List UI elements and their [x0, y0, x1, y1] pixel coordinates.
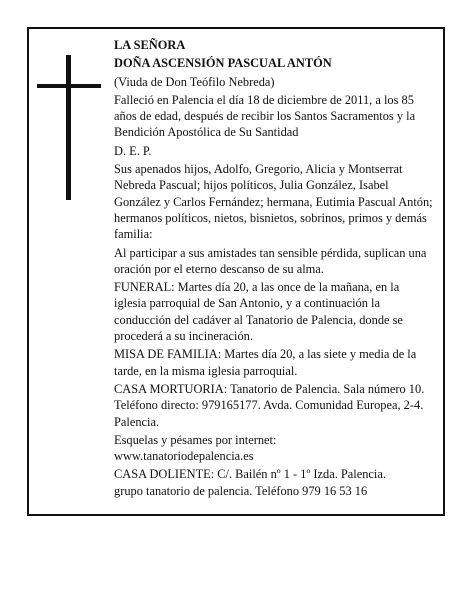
funeral-home-line: grupo tanatorio de palencia. Teléfono 979 16 53 16 [114, 483, 368, 498]
website-link[interactable]: www.tanatoriodepalencia.es [114, 449, 254, 464]
family-paragraph: Sus apenados hijos, Adolfo, Gregorio, Alicia y Montserrat Nebreda Pascual; hijos políticos, Julia González, Isabel González y Carlos Fernández; hermana, Eutimia Pascual Antón; hermanos políticos, nietos, bisnietos, sobrinos, primos y demás familia: [114, 162, 433, 242]
mass-paragraph: MISA DE FAMILIA: Martes día 20, a las siete y media de la tarde, en la misma iglesia parroquial. [114, 347, 417, 378]
death-paragraph: Falleció en Palencia el día 18 de diciembre de 2011, a los 85 años de edad, después de recibir los Santos Sacramentos y la Bendición Apostólica de Su Santidad [114, 92, 416, 140]
rip-line: D. E. P. [114, 143, 152, 158]
funeral-paragraph: FUNERAL: Martes día 20, a las once de la mañana, en la iglesia parroquial de San Antonio, y a continuación la conducción del cadáver al Tanatorio de Palencia, donde se procederá a su incineración. [114, 280, 403, 344]
mourning-house-line: CASA DOLIENTE: C/. Bailén nº 1 - 1º Izda. Palencia. [114, 467, 386, 482]
internet-label: Esquelas y pésames por internet: [114, 432, 277, 447]
deceased-name: DOÑA ASCENSIÓN PASCUAL ANTÓN [114, 56, 332, 71]
obituary-text [114, 37, 434, 501]
request-paragraph: Al participar a sus amistades tan sensible pérdida, suplican una oración por el eterno descanso de su alma. [114, 245, 427, 276]
cross-icon-bar [37, 84, 101, 88]
cross-icon [66, 55, 71, 200]
deceased-title: LA SEÑORA [114, 38, 186, 52]
mortuary-paragraph: CASA MORTUORIA: Tanatorio de Palencia. Sala número 10. Teléfono directo: 979165177. Avda. Comunidad Europea, 2-4. Palencia. [114, 381, 425, 429]
widow-line: (Viuda de Don Teófilo Nebreda) [114, 74, 275, 89]
